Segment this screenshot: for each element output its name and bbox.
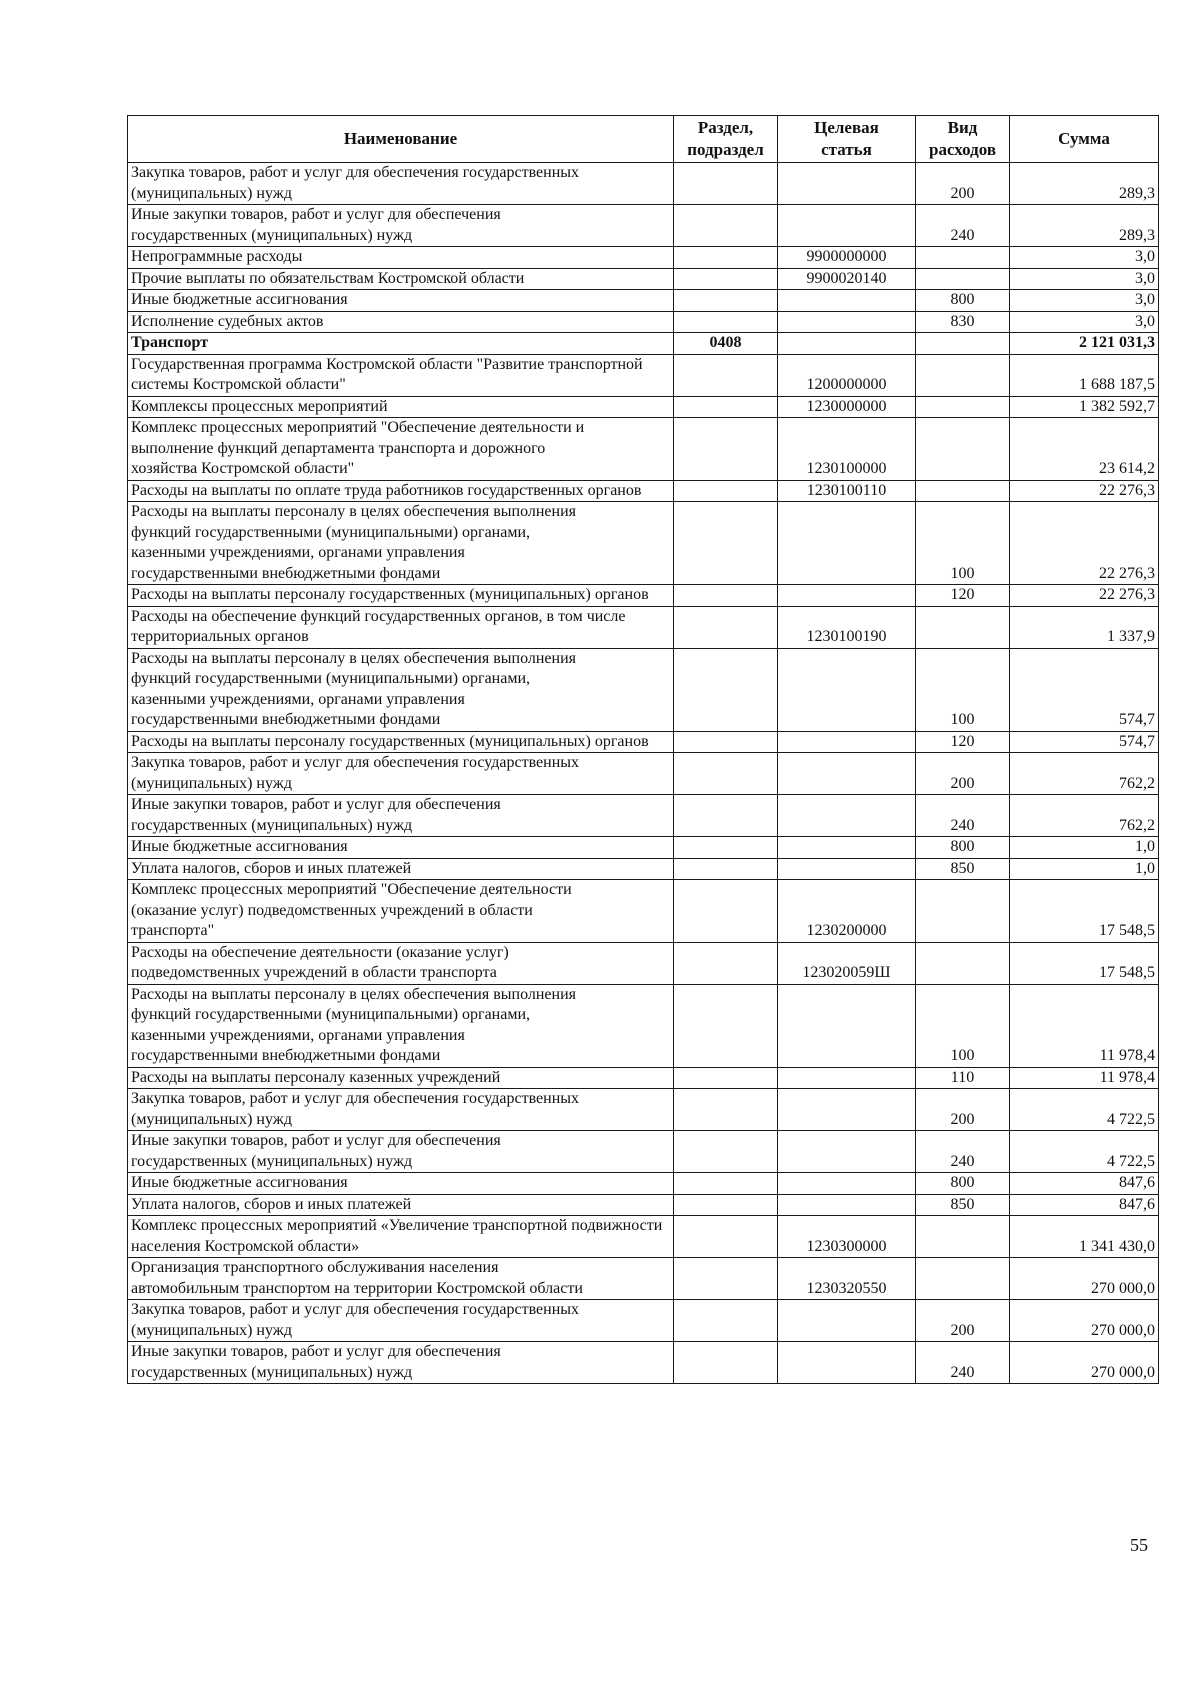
cell-name: Закупка товаров, работ и услуг для обеспечения государственных (муниципальных) нужд [128,753,674,795]
table-row [128,1216,1159,1258]
cell-target [778,837,916,859]
cell-name: Государственная программа Костромской области "Развитие транспортной системы Костромской области" [128,354,674,396]
cell-type: 240 [916,1131,1010,1173]
cell-sum: 762,2 [1010,753,1159,795]
table-row [128,268,1159,290]
cell-target [778,1067,916,1089]
cell-name: Прочие выплаты по обязательствам Костромской области [128,268,674,290]
table-row [128,837,1159,859]
table-row [128,731,1159,753]
cell-sum: 17 548,5 [1010,880,1159,943]
table-row [128,333,1159,355]
cell-type: 120 [916,731,1010,753]
cell-sum: 4 722,5 [1010,1089,1159,1131]
table-row [128,290,1159,312]
cell-target [778,1173,916,1195]
cell-sum: 17 548,5 [1010,942,1159,984]
table-row [128,795,1159,837]
cell-section [674,1194,778,1216]
cell-target: 9900020140 [778,268,916,290]
cell-sum: 270 000,0 [1010,1300,1159,1342]
cell-target [778,1300,916,1342]
cell-type [916,880,1010,943]
cell-sum: 847,6 [1010,1173,1159,1195]
cell-type: 100 [916,502,1010,585]
table-row [128,1089,1159,1131]
cell-name: Расходы на обеспечение деятельности (оказание услуг) подведомственных учреждений в области транспорта [128,942,674,984]
cell-name: Комплексы процессных мероприятий [128,396,674,418]
cell-name: Уплата налогов, сборов и иных платежей [128,1194,674,1216]
table-row [128,1067,1159,1089]
cell-name: Иные бюджетные ассигнования [128,837,674,859]
cell-sum: 1 337,9 [1010,606,1159,648]
cell-type: 240 [916,205,1010,247]
cell-sum: 289,3 [1010,205,1159,247]
table-row [128,1258,1159,1300]
cell-target [778,795,916,837]
header-target: Целевая статья [778,116,916,163]
cell-section [674,311,778,333]
table-row [128,585,1159,607]
cell-section [674,163,778,205]
table-row [128,648,1159,731]
cell-type: 240 [916,795,1010,837]
cell-section [674,480,778,502]
cell-section [674,1067,778,1089]
cell-section [674,1089,778,1131]
budget-table [127,115,1159,1384]
table-row [128,396,1159,418]
cell-section [674,837,778,859]
cell-type: 800 [916,290,1010,312]
table-row [128,1300,1159,1342]
cell-sum: 4 722,5 [1010,1131,1159,1173]
cell-name: Закупка товаров, работ и услуг для обеспечения государственных (муниципальных) нужд [128,1089,674,1131]
cell-type: 830 [916,311,1010,333]
cell-sum: 574,7 [1010,648,1159,731]
cell-section [674,1258,778,1300]
cell-name: Транспорт [128,333,674,355]
cell-target [778,163,916,205]
header-name: Наименование [128,116,674,163]
cell-sum: 289,3 [1010,163,1159,205]
cell-type [916,247,1010,269]
cell-name: Расходы на выплаты по оплате труда работников государственных органов [128,480,674,502]
cell-target [778,984,916,1067]
cell-section [674,1216,778,1258]
cell-section [674,290,778,312]
cell-name: Непрограммные расходы [128,247,674,269]
cell-sum: 22 276,3 [1010,502,1159,585]
cell-name: Расходы на выплаты персоналу в целях обеспечения выполнения функций государственными (муниципальными) органами, казенными учреждениями, органами управления государственными внебюджетными фондами [128,502,674,585]
cell-section [674,1300,778,1342]
cell-section [674,354,778,396]
header-section: Раздел, подраздел [674,116,778,163]
cell-target [778,858,916,880]
cell-name: Закупка товаров, работ и услуг для обеспечения государственных (муниципальных) нужд [128,1300,674,1342]
cell-type [916,606,1010,648]
table-row [128,1131,1159,1173]
cell-section [674,731,778,753]
cell-sum: 22 276,3 [1010,480,1159,502]
cell-sum: 11 978,4 [1010,984,1159,1067]
page-number: 55 [1130,1535,1148,1555]
table-row [128,1173,1159,1195]
cell-target [778,290,916,312]
cell-section [674,942,778,984]
table-row [128,984,1159,1067]
cell-target [778,731,916,753]
cell-name: Иные закупки товаров, работ и услуг для обеспечения государственных (муниципальных) нужд [128,205,674,247]
cell-section [674,984,778,1067]
cell-sum: 1 341 430,0 [1010,1216,1159,1258]
cell-section [674,396,778,418]
cell-type [916,268,1010,290]
table-row [128,942,1159,984]
cell-section [674,648,778,731]
cell-type [916,480,1010,502]
cell-target: 1200000000 [778,354,916,396]
cell-target [778,753,916,795]
cell-name: Комплекс процессных мероприятий "Обеспечение деятельности (оказание услуг) подведомственных учреждений в области транспорта" [128,880,674,943]
cell-type: 200 [916,1089,1010,1131]
cell-type [916,396,1010,418]
cell-sum: 762,2 [1010,795,1159,837]
cell-section [674,502,778,585]
cell-sum: 11 978,4 [1010,1067,1159,1089]
cell-section [674,268,778,290]
cell-type: 200 [916,753,1010,795]
cell-type [916,942,1010,984]
cell-section: 0408 [674,333,778,355]
cell-target [778,502,916,585]
cell-target: 1230300000 [778,1216,916,1258]
header-sum: Сумма [1010,116,1159,163]
cell-type: 240 [916,1342,1010,1384]
table-row [128,247,1159,269]
cell-name: Иные бюджетные ассигнования [128,290,674,312]
table-row [128,858,1159,880]
cell-type [916,354,1010,396]
cell-section [674,1173,778,1195]
cell-target [778,1089,916,1131]
cell-type: 800 [916,1173,1010,1195]
cell-target [778,333,916,355]
cell-type: 800 [916,837,1010,859]
table-header-row [128,116,1159,163]
cell-sum: 3,0 [1010,290,1159,312]
table-row [128,163,1159,205]
table-body [128,163,1159,1384]
cell-section [674,795,778,837]
cell-sum: 1 382 592,7 [1010,396,1159,418]
cell-sum: 270 000,0 [1010,1342,1159,1384]
cell-sum: 1 688 187,5 [1010,354,1159,396]
cell-type: 120 [916,585,1010,607]
table-row [128,205,1159,247]
table-row [128,311,1159,333]
cell-target: 123020059Ш [778,942,916,984]
cell-type [916,418,1010,481]
cell-section [674,205,778,247]
cell-sum: 22 276,3 [1010,585,1159,607]
cell-target: 1230200000 [778,880,916,943]
table-row [128,606,1159,648]
cell-target [778,1194,916,1216]
cell-name: Расходы на выплаты персоналу в целях обеспечения выполнения функций государственными (муниципальными) органами, казенными учреждениями, органами управления государственными внебюджетными фондами [128,984,674,1067]
cell-target [778,1342,916,1384]
cell-name: Расходы на выплаты персоналу казенных учреждений [128,1067,674,1089]
cell-name: Иные закупки товаров, работ и услуг для обеспечения государственных (муниципальных) нужд [128,1342,674,1384]
table-row [128,354,1159,396]
cell-target [778,648,916,731]
table-row [128,418,1159,481]
table-row [128,1194,1159,1216]
cell-target: 9900000000 [778,247,916,269]
cell-name: Иные закупки товаров, работ и услуг для обеспечения государственных (муниципальных) нужд [128,1131,674,1173]
cell-name: Исполнение судебных актов [128,311,674,333]
cell-name: Комплекс процессных мероприятий «Увеличение транспортной подвижности населения Костромской области» [128,1216,674,1258]
header-type: Вид расходов [916,116,1010,163]
cell-target: 1230320550 [778,1258,916,1300]
cell-type: 110 [916,1067,1010,1089]
cell-target [778,205,916,247]
cell-type: 100 [916,648,1010,731]
cell-sum: 1,0 [1010,858,1159,880]
cell-target [778,1131,916,1173]
cell-section [674,1342,778,1384]
cell-name: Иные закупки товаров, работ и услуг для обеспечения государственных (муниципальных) нужд [128,795,674,837]
cell-section [674,585,778,607]
cell-target [778,585,916,607]
table-row [128,502,1159,585]
cell-name: Комплекс процессных мероприятий "Обеспечение деятельности и выполнение функций департамента транспорта и дорожного хозяйства Костромской области" [128,418,674,481]
cell-target: 1230100190 [778,606,916,648]
cell-name: Расходы на выплаты персоналу в целях обеспечения выполнения функций государственными (муниципальными) органами, казенными учреждениями, органами управления государственными внебюджетными фондами [128,648,674,731]
cell-section [674,753,778,795]
cell-section [674,418,778,481]
table-row [128,880,1159,943]
cell-sum: 2 121 031,3 [1010,333,1159,355]
cell-type [916,1216,1010,1258]
cell-section [674,606,778,648]
cell-sum: 1,0 [1010,837,1159,859]
cell-type [916,1258,1010,1300]
cell-section [674,247,778,269]
cell-type [916,333,1010,355]
cell-sum: 574,7 [1010,731,1159,753]
cell-name: Закупка товаров, работ и услуг для обеспечения государственных (муниципальных) нужд [128,163,674,205]
cell-sum: 3,0 [1010,311,1159,333]
cell-target: 1230100110 [778,480,916,502]
cell-name: Иные бюджетные ассигнования [128,1173,674,1195]
table-row [128,480,1159,502]
cell-target: 1230100000 [778,418,916,481]
cell-section [674,858,778,880]
cell-sum: 3,0 [1010,268,1159,290]
cell-sum: 3,0 [1010,247,1159,269]
cell-type: 100 [916,984,1010,1067]
cell-type: 850 [916,1194,1010,1216]
cell-sum: 23 614,2 [1010,418,1159,481]
cell-name: Организация транспортного обслуживания населения автомобильным транспортом на территории Костромской области [128,1258,674,1300]
cell-name: Уплата налогов, сборов и иных платежей [128,858,674,880]
cell-section [674,1131,778,1173]
cell-target: 1230000000 [778,396,916,418]
cell-name: Расходы на обеспечение функций государственных органов, в том числе территориальных органов [128,606,674,648]
cell-type: 200 [916,1300,1010,1342]
cell-sum: 847,6 [1010,1194,1159,1216]
cell-type: 850 [916,858,1010,880]
cell-target [778,311,916,333]
cell-name: Расходы на выплаты персоналу государственных (муниципальных) органов [128,731,674,753]
table-row [128,1342,1159,1384]
cell-name: Расходы на выплаты персоналу государственных (муниципальных) органов [128,585,674,607]
cell-section [674,880,778,943]
cell-type: 200 [916,163,1010,205]
table-row [128,753,1159,795]
cell-sum: 270 000,0 [1010,1258,1159,1300]
